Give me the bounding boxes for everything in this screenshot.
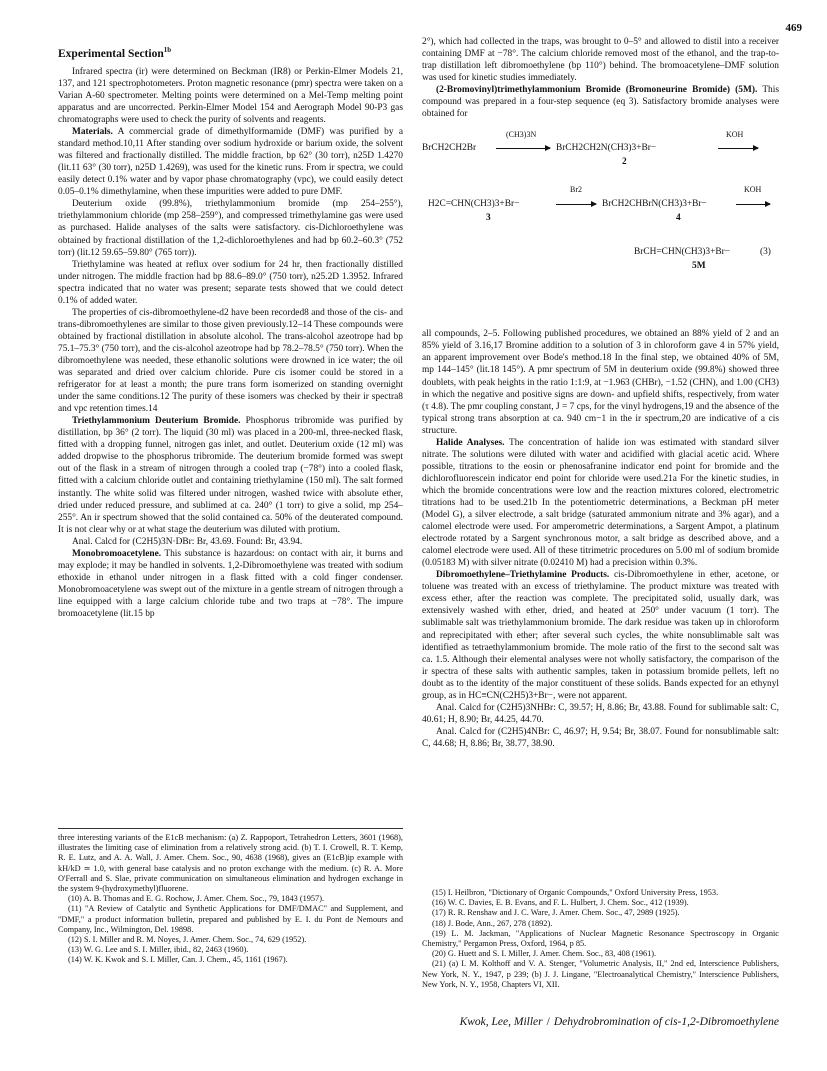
- scheme-label-3: 3: [486, 213, 491, 224]
- scheme-r1-product: BrCH2CH2N(CH3)3+Br−: [556, 143, 657, 154]
- paragraph-monobromoacetylene: Monobromoacetylene. This substance is hazardous: on contact with air, it burns and may explode; it may be handled in solvents. 1,2-Dibromoethylene was treated with sodium ethoxide in ethanol under nitrogen in a flask fitted with a cold finger condenser. Monobromoacetylene was swept out of the mixture in a gentle stream of nitrogen through a line equipped with a large calcium chloride tube and two traps at −78°. The impure bromoacetylene (lit.15 bp: [58, 548, 403, 619]
- scheme-r1-arrow: [496, 148, 550, 149]
- equation-number: (3): [760, 247, 771, 258]
- paragraph-triethylammonium-deuterium-bromide: Triethylammonium Deuterium Bromide. Phosphorus tribromide was purified by distillation, bp 36° (2 torr). The liquid (30 ml) was placed in a 200-ml, three-necked flask, fitted with a dropping funnel, nitrogen gas inlet, and outlet. Deuterium oxide (12 ml) was added dropwise to the phosphorus tribromide. The deuterium bromide formed was swept out of the flask in a stream of nitrogen through a cooled trap (−78°) into a cooled flask, fitted with a calcium chloride outlet and containing triethylamine (150 ml). The salt formed instantly. The white solid was filtered under nitrogen, washed twice with absolute ether, dried under reduced pressure, and sublimed at ca. 240° (1 torr) to give a solid, mp 254–255°. An ir spectrum showed that the solid contained ca. 50% of the deuterated compound. It is not clear why or at what stage the deuterium was diluted with protium.: [58, 416, 404, 535]
- footnote: (11) "A Review of Catalytic and Synthetic Applications for DMF/DMAC" and Supplement, and "DMF," a product information bulletin, prepared and published by E. I. du Pont de Nemours and Company, Inc., Wilmington, Del. 19898.: [58, 904, 403, 934]
- scheme-r1-arrow-2: [718, 148, 758, 149]
- paragraph-halide-analyses: Halide Analyses. The concentration of halide ion was estimated with standard silver nitrate. The solutions were diluted with water and acidified with glacial acetic acid. Where possible, titrations to the eosin or phenosafranine indicator end point for bromide and the dichlorofluorescein indicator end point for chloride were used.21a For the kinetic studies, in which the bromide concentrations were low and the reaction mixtures colored, electrometric titrations had to be used.21b In the potentiometric determinations, a Beckman pH meter (Model G), a silver electrode, a salt bridge (saturated ammonium nitrate and 3% agar), and a calomel electrode were used. For amperometric determinations, a Sargent Ampot, a platinum electrode rotated by a Sargent synchronous motor, a salt bridge as described above, and a calomel electrode were used. All of these titrimetric procedures on 5.00 ml of sodium bromide (0.05183 M) with silver nitrate (0.02410 M) had a precision within 0.3%.: [422, 437, 779, 569]
- footnote: (12) S. I. Miller and R. M. Noyes, J. Amer. Chem. Soc., 74, 629 (1952).: [68, 935, 307, 945]
- footnote: (21) (a) I. M. Kolthoff and V. A. Stenger, "Volumetric Analysis, II," 2nd ed, Interscience Publishers, New York, N. Y., 1947, p 239; (b) J. J. Lingane, "Electroanalytical Chemistry," Interscience Publishers, New York, N. Y., 1958, Chapters VI, XII.: [422, 959, 779, 989]
- scheme-r3-product: BrCH=CHN(CH3)3+Br−: [634, 247, 731, 258]
- paragraph-bromoneurine: (2-Bromovinyl)trimethylammonium Bromide (Bromoneurine Bromide) (5M). This compound was prepared in a four-step sequence (eq 3). Satisfactory bromide analyses were obtained for: [422, 85, 779, 120]
- analysis-3: Anal. Calcd for (C2H5)4NBr: C, 46.97; H, 9.54; Br, 38.07. Found for nonsublimable salt: C, 44.68; H, 8.86; Br, 38.77, 38.90.: [422, 726, 779, 749]
- subhead-bromoneurine: (2-Bromovinyl)trimethylammonium Bromide (Bromoneurine Bromide) (5M).: [436, 85, 758, 96]
- scheme-r2-arrow-2: [736, 204, 770, 205]
- section-title-superscript: 1b: [163, 46, 172, 54]
- footnote: three interesting variants of the E1cB mechanism: (a) Z. Rappoport, Tetrahedron Letters, 3601 (1968), illustrates the limiting case of elimination from a relatively strong acid. (b) T. I. Crowell, R. T. Kemp, R. E. Lutz, and A. A. Wall, J. Amer. Chem. Soc., 90, 4638 (1968), gives an (E1cB)ip example with kH/kD ≃ 1.0, with general base catalysis and no proton exchange with the medium. (c) R. A. More O'Ferrall and S. Slae, private communication on simultaneous elimination and hydrogen exchange in the system 9-(hydroxymethyl)fluorene.: [58, 833, 403, 894]
- scheme-r2-product: BrCH2CHBrN(CH3)3+Br−: [602, 199, 707, 210]
- reaction-scheme: [422, 124, 779, 322]
- subhead-halide-analyses: Halide Analyses.: [436, 437, 505, 448]
- footnotes-left: [58, 833, 403, 966]
- footnote: (19) L. M. Jackman, "Applications of Nuclear Magnetic Resonance Spectroscopy in Organic Chemistry," Pergamon Press, Oxford, 1964, p 85.: [422, 928, 779, 949]
- footer-title: Dehydrobromination of cis-1,2-Dibromoethylene: [553, 1016, 779, 1028]
- footnote: (17) R. R. Renshaw and J. C. Ware, J. Amer. Chem. Soc., 47, 2989 (1925).: [432, 908, 680, 918]
- footnote: (18) J. Bode, Ann., 267, 278 (1892).: [432, 918, 553, 928]
- paragraph-materials: Materials. A commercial grade of dimethylformamide (DMF) was purified by a standard method.10,11 After standing over sodium hydroxide or barium oxide, the solvent was filtered and fractionally distilled. The middle fraction, bp 62° (30 torr), n25D 1.4270 (lit.11 63° (30 torr), n25D 1.4269), was used for the kinetic runs. From ir spectra, we could easily detect 0.1% water and by vapor phase chromatography (vpc), we could easily detect 0.05–0.1% dimethylamine, when these impurities were added to pure DMF.: [58, 127, 403, 198]
- paragraph-deuterium-oxide: Deuterium oxide (99.8%), triethylammonium bromide (mp 254–255°), triethylammonium chloride (mp 258–259°), and compressed trimethylamine gas were used as purchased. Halide analyses of the salts were satisfactory. cis-Dichloroethylene was obtained by fractional distillation of the 1,2-dichloroethylenes and had bp 60.2–60.3° (752 torr) (lit.12 59.65–59.80° (765 torr)).: [58, 199, 403, 258]
- footnote-rule: [58, 828, 403, 829]
- analysis-2: Anal. Calcd for (C2H5)3NHBr: C, 39.57; H, 8.86; Br, 43.88. Found for sublimable salt: C, 40.61; H, 8.90; Br, 44.25, 44.70.: [422, 702, 779, 725]
- running-footer: [380, 1016, 779, 1028]
- paragraph-dibromoethylene-triethylamine: Dibromoethylene–Triethylamine Products. cis-Dibromoethylene in ether, acetone, or toluene was treated with an excess of triethylamine. The product mixture was treated with excess ether, after the reaction was complete. The precipitated solid, usually dark, was extensively washed with ether, dried, and heated at 250° under vacuum (1 torr). The sublimable salt was triethylammonium bromide. The dark residue was taken up in chloroform and reprecipitated with ether; after several such cycles, the white nonsublimable salt was identified as tetraethylammonium bromide. The mole ratio of the first to the second salt was ca. 1.5. Although their elemental analyses were not wholly satisfactory, the comparison of the ir spectra of these salts with authentic samples, taken in potassium bromide pellets, left no doubt as to the identity of the major constituent of these solids. Bands expected for an ethynyl group, as in HC≡CN(C2H5)3+Br−, were not apparent.: [422, 570, 779, 701]
- footnote: (16) W. C. Davies, E. B. Evans, and F. L. Hulbert, J. Chem. Soc., 412 (1939).: [432, 898, 689, 908]
- footer-separator: /: [546, 1016, 550, 1028]
- subhead-materials: Materials.: [72, 127, 113, 138]
- scheme-r2-arrow: [556, 204, 596, 205]
- paragraph-all-compounds: all compounds, 2–5. Following published procedures, we obtained an 88% yield of 2 and an 85% yield of 3.16,17 Bromine addition to a solution of 3 in chloroform gave 4 in 57% yield, an apparent improvement over Bode's method.18 In the final step, we obtained 40% of 5M, mp 144–145° (lit.18 145°). A pmr spectrum of 5M in deuterium oxide (99.8%) showed three doublets, with peak heights in the ratio 1:1:9, at −1.963 (CHBr), −1.52 (CHN), and 1.00 (CH3) in which the negative and positive signs are down- and upfield shifts, respectively, from water (τ 4.8). The pmr coupling constant, J = 7 cps, for the vinyl hydrogens,19 and the absence of the typical strong trans absorption at ca. 940 cm−1 in the ir spectrum,20 are indicative of a cis structure.: [422, 329, 779, 436]
- footnote: (15) I. Heilbron, "Dictionary of Organic Compounds," Oxford University Press, 1953.: [432, 888, 719, 897]
- left-column: [58, 36, 403, 620]
- subhead-monobromoacetylene: Monobromoacetylene.: [72, 548, 162, 559]
- right-column: [422, 36, 779, 750]
- paragraph-instruments: Infrared spectra (ir) were determined on Beckman (IR8) or Perkin-Elmer Models 21, 137, and 121 spectrophotometers. Proton magnetic resonance (pmr) spectra were taken on a Varian A-60 spectrometer. Melting points were determined on a Mel-Temp melting point apparatus and are uncorrected. Perkin-Elmer Model 154 and Aerograph Model 90-P3 gas chromatographs were used to check the purity of solvents and reagents.: [58, 66, 403, 126]
- scheme-label-4: 4: [676, 213, 681, 224]
- scheme-r1-reactant: BrCH2CH2Br: [422, 143, 477, 154]
- scheme-label-2: 2: [622, 157, 627, 168]
- page-number: 469: [785, 22, 802, 34]
- subhead-dibromoethylene-triethylamine: Dibromoethylene–Triethylamine Products.: [436, 570, 610, 581]
- footer-authors: Kwok, Lee, Miller: [459, 1016, 543, 1028]
- paragraph-dibromoethylene-properties: The properties of cis-dibromoethylene-d2 have been recorded8 and those of the cis- and trans-dibromoethylenes are similar to those given previously.12–14 These compounds were obtained by fractional distillation in absolute alcohol. The trans-alcohol azeotrope had bp 75.1–75.3° (750 torr), and the cis-alcohol azeotrope had bp 78.2–78.5° (750 torr). When the dibromoethylene was needed, these ethanolic solutions were drowned in ice water; the oil was separated and dried over calcium chloride. Pure cis isomer could be stored in a refrigerator for at least a month; the pure trans form isomerized on standing overnight under the same conditions.12 The purity of these isomers was checked by their ir spectra8 and vpc retention times.14: [58, 307, 403, 415]
- section-title: Experimental Section$^{1b}$: [58, 46, 172, 60]
- analysis-1: Anal. Calcd for (C2H5)3N·DBr: Br, 43.69. Found: Br, 43.94.: [72, 536, 303, 547]
- scheme-label-5m: 5M: [692, 261, 706, 272]
- subhead-triethylammonium-deuterium-bromide: Triethylammonium Deuterium Bromide.: [72, 416, 241, 427]
- footnote: (10) A. B. Thomas and E. G. Rochow, J. Amer. Chem. Soc., 79, 1843 (1957).: [68, 894, 325, 904]
- footnote: (20) G. Huett and S. I. Miller, J. Amer. Chem. Soc., 83, 408 (1961).: [432, 949, 657, 959]
- footnote: (14) W. K. Kwok and S. I. Miller, Can. J. Chem., 45, 1161 (1967).: [68, 955, 288, 965]
- scheme-r2-base: KOH: [744, 185, 762, 195]
- paragraph-continued: 2°), which had collected in the traps, was brought to 0–5° and allowed to distil into a receiver containing DMF at −78°. The calcium chloride removed most of the ethanol, and the trap-to-trap distillation left dibromoethylene (bp 110°) behind. The bromoacetylene–DMF solution was used for kinetic studies immediately.: [422, 37, 779, 84]
- scheme-r1-reagent: (CH3)3N: [506, 130, 537, 140]
- footnote: (13) W. G. Lee and S. I. Miller, ibid., 82, 2463 (1960).: [68, 945, 249, 955]
- paragraph-triethylamine: Triethylamine was heated at reflux over sodium for 24 hr, then fractionally distilled under nitrogen. The middle fraction had bp 88.6–89.0° (750 torr), n25.2D 1.3952. Infrared spectra indicated that no water was present; separate tests showed that we could detect 0.1% of added water.: [58, 259, 403, 306]
- footnotes-right: [422, 888, 779, 990]
- scheme-r2-reagent: Br2: [570, 185, 582, 195]
- scheme-r1-base: KOH: [726, 130, 744, 140]
- scheme-r2-reactant: H2C=CHN(CH3)3+Br−: [428, 199, 520, 210]
